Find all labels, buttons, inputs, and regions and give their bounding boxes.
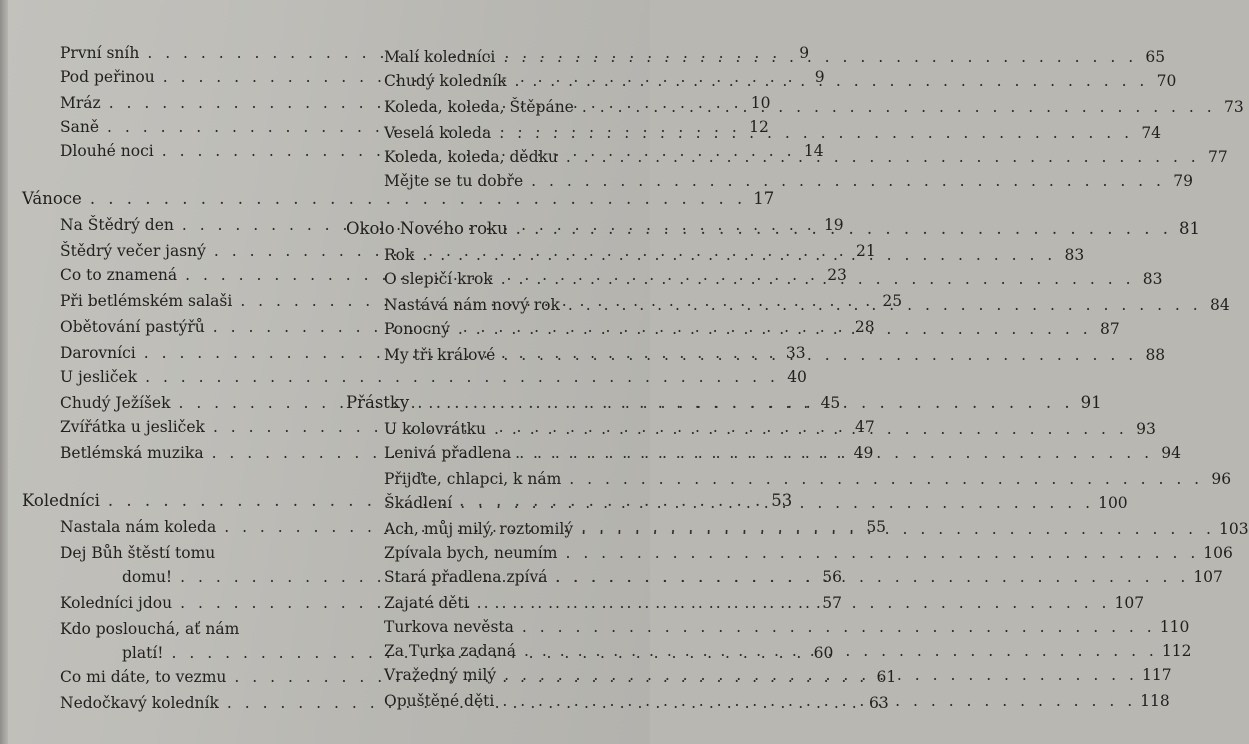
- toc-entry-title: Ponocný: [384, 320, 450, 338]
- toc-entry-title: U jesliček: [60, 368, 138, 386]
- toc-entry-title: Koledníci: [22, 491, 100, 510]
- toc-entry-title: Koledníci jdou: [60, 594, 173, 612]
- toc-page-number: 19: [823, 216, 844, 234]
- toc-page-number: 9: [799, 44, 810, 62]
- toc-entry-title: Při betlémském salaši: [60, 292, 233, 310]
- toc-page-number: 73: [1223, 98, 1244, 116]
- toc-entry-title: První sníh: [60, 44, 140, 62]
- toc-entry-title: Vánoce: [22, 189, 82, 208]
- toc-page-number: 25: [882, 292, 903, 310]
- toc-entry-title: Rok: [384, 246, 415, 264]
- page-gutter-shadow: [0, 0, 8, 744]
- toc-page-number: 10: [750, 94, 771, 112]
- dot-leader: [491, 120, 1137, 146]
- toc-entry-title: Opuštěné děti: [384, 692, 495, 710]
- toc-page-number: 21: [856, 242, 876, 260]
- toc-entry-title: Lenivá přadlena: [384, 444, 512, 462]
- dot-leader: [507, 68, 1153, 94]
- dot-leader: [469, 590, 1115, 616]
- toc-page-number: 79: [1173, 172, 1193, 190]
- dot-leader: [409, 390, 1077, 416]
- toc-page-number: 47: [855, 418, 875, 436]
- toc-entry-title: Chudý koledník: [384, 72, 507, 90]
- toc-page-number: 56: [822, 568, 842, 586]
- toc-page-number: 110: [1159, 618, 1190, 636]
- toc-entry: [22, 616, 306, 642]
- dot-leader: [494, 688, 1140, 714]
- toc-page-number: 96: [1211, 470, 1232, 488]
- toc-entry-title: Škádlení: [384, 494, 453, 512]
- toc-entry-title-continued: platí!: [122, 644, 164, 662]
- toc-page-number: 65: [1145, 48, 1166, 66]
- dot-leader: [495, 44, 1141, 70]
- toc-page-number: 103: [1218, 520, 1249, 538]
- toc-entry-title: Co to znamená: [60, 266, 178, 284]
- toc-entry-title: Okolo Nového roku: [346, 219, 508, 238]
- toc-page-number: 93: [1136, 420, 1156, 438]
- toc-page-number: 83: [1064, 246, 1085, 264]
- toc-entry: [346, 44, 1166, 70]
- toc-page-number: 107: [1114, 594, 1145, 612]
- toc-page-number: 112: [1161, 642, 1192, 660]
- dot-leader: [514, 614, 1160, 640]
- toc-page-number: 63: [868, 694, 889, 712]
- dot-leader: [511, 440, 1157, 466]
- dot-leader: [452, 490, 1098, 516]
- toc-entry: [346, 614, 1190, 640]
- toc-entry-title: U kolovrátku: [384, 420, 487, 438]
- toc-entry-title: My tři králové: [384, 346, 496, 364]
- toc-page-number: 53: [771, 491, 793, 510]
- toc-page-number: 23: [827, 266, 847, 284]
- dot-leader: [414, 242, 1060, 268]
- toc-entry-title: Zpívala bych, neumím: [384, 544, 558, 562]
- toc-page-number: 9: [814, 68, 825, 86]
- toc-page-number: 107: [1193, 568, 1223, 586]
- dot-leader: [560, 292, 1206, 318]
- toc-entry-title: Nastává nám nový rok: [384, 296, 560, 314]
- dot-leader: [574, 94, 1220, 120]
- toc-page-number: 40: [787, 368, 807, 386]
- dot-leader: [523, 168, 1169, 194]
- toc-page-number: 60: [813, 644, 834, 662]
- toc-entry-title: Nedočkavý koledník: [60, 694, 219, 712]
- toc-entry: [346, 540, 1233, 566]
- toc-entry-title: Malí koledníci: [384, 48, 496, 66]
- dot-leader: [573, 516, 1219, 542]
- toc-page-number: 14: [803, 142, 824, 160]
- toc-page-number: 117: [1141, 666, 1172, 684]
- toc-entry-title-continued: domu!: [122, 568, 173, 586]
- toc-page-number: 83: [1142, 270, 1163, 288]
- toc-entry-title: Přástky: [346, 393, 410, 412]
- toc-page-number: 12: [749, 118, 769, 136]
- toc-page-number: 28: [854, 318, 875, 336]
- toc-page-number: 74: [1141, 124, 1162, 142]
- dot-leader: [561, 466, 1207, 492]
- toc-page-number: 106: [1203, 544, 1233, 562]
- toc-entry-title: Obětování pastýřů: [60, 318, 205, 336]
- toc-page-number: 45: [820, 394, 841, 412]
- toc-entry: [346, 68, 1177, 94]
- toc-entry-title: Dej Bůh štěstí tomu: [60, 544, 216, 562]
- toc-page-number: 84: [1209, 296, 1230, 314]
- toc-entry-title: O slepičí krok: [384, 270, 493, 288]
- dot-leader: [450, 316, 1096, 342]
- dot-leader: [495, 342, 1141, 368]
- toc-entry: [346, 466, 1232, 492]
- toc-entry: [346, 168, 1193, 194]
- toc-entry-title: Veselá koleda: [384, 124, 492, 142]
- toc-entry-title: Mráz: [60, 94, 101, 112]
- toc-entry-title: Co mi dáte, to vezmu: [60, 668, 227, 686]
- toc-entry-title: Darovníci: [60, 344, 136, 362]
- dot-leader: [547, 564, 1193, 590]
- toc-page-number: 57: [822, 594, 842, 612]
- toc-entry-title: Mějte se tu dobře: [384, 172, 524, 190]
- toc-page-number: 55: [866, 518, 887, 536]
- toc-entry: [22, 540, 306, 566]
- dot-leader: [557, 540, 1203, 566]
- toc-page-number: 61: [876, 668, 897, 686]
- toc-entry: [22, 364, 807, 390]
- toc-entry-title: Vražedný milý: [384, 666, 497, 684]
- toc-page-number: 70: [1156, 72, 1177, 90]
- toc-entry-title: Stará přadlena zpívá: [384, 568, 548, 586]
- toc-entry-title: Štědrý večer jasný: [60, 242, 206, 260]
- toc-entry-title: Ach, můj milý, roztomilý: [384, 520, 574, 538]
- toc-entry-title: Koleda, koleda, dědku: [384, 148, 558, 166]
- toc-entry-title: Dlouhé noci: [60, 142, 154, 160]
- toc-page-number: 49: [853, 444, 874, 462]
- toc-entry-title: Betlémská muzika: [60, 444, 204, 462]
- toc-page-number: 81: [1179, 219, 1201, 238]
- toc-page-number: 88: [1145, 346, 1166, 364]
- toc-entry-title: Zvířátka u jesliček: [60, 418, 205, 436]
- dot-leader: [496, 662, 1142, 688]
- toc-entry-title: Za Turka zadaná: [384, 642, 517, 660]
- dot-leader: [558, 144, 1204, 170]
- dot-leader: [493, 266, 1139, 292]
- toc-page-number: 87: [1099, 320, 1120, 338]
- toc-page-number: 100: [1098, 494, 1128, 512]
- dot-leader: [516, 638, 1162, 664]
- dot-leader: [508, 216, 1176, 242]
- toc-entry-title: Chudý Ježíšek: [60, 394, 171, 412]
- toc-entry-title: Kdo poslouchá, ať nám: [60, 620, 240, 638]
- toc-entry-title: Saně: [60, 118, 100, 136]
- toc-entry-title: Pod peřinou: [60, 68, 155, 86]
- toc-entry-title: Zajaté děti: [384, 594, 469, 612]
- toc-entry-title: Na Štědrý den: [60, 216, 174, 234]
- toc-page-number: 17: [753, 189, 775, 208]
- toc-section-heading: [22, 186, 775, 212]
- toc-page-number: 118: [1140, 692, 1170, 710]
- dot-leader: [486, 416, 1132, 442]
- toc-page-number: 94: [1161, 444, 1182, 462]
- toc-page-number: 91: [1080, 393, 1102, 412]
- toc-page-number: 77: [1208, 148, 1228, 166]
- toc-entry-title: Nastala nám koleda: [60, 518, 217, 536]
- toc-entry-title: Přijďte, chlapci, k nám: [384, 470, 562, 488]
- toc-entry-title: Turkova nevěsta: [384, 618, 514, 636]
- toc-page-number: 33: [785, 344, 806, 362]
- toc-entry-title: Koleda, koleda, Štěpáne: [384, 98, 574, 116]
